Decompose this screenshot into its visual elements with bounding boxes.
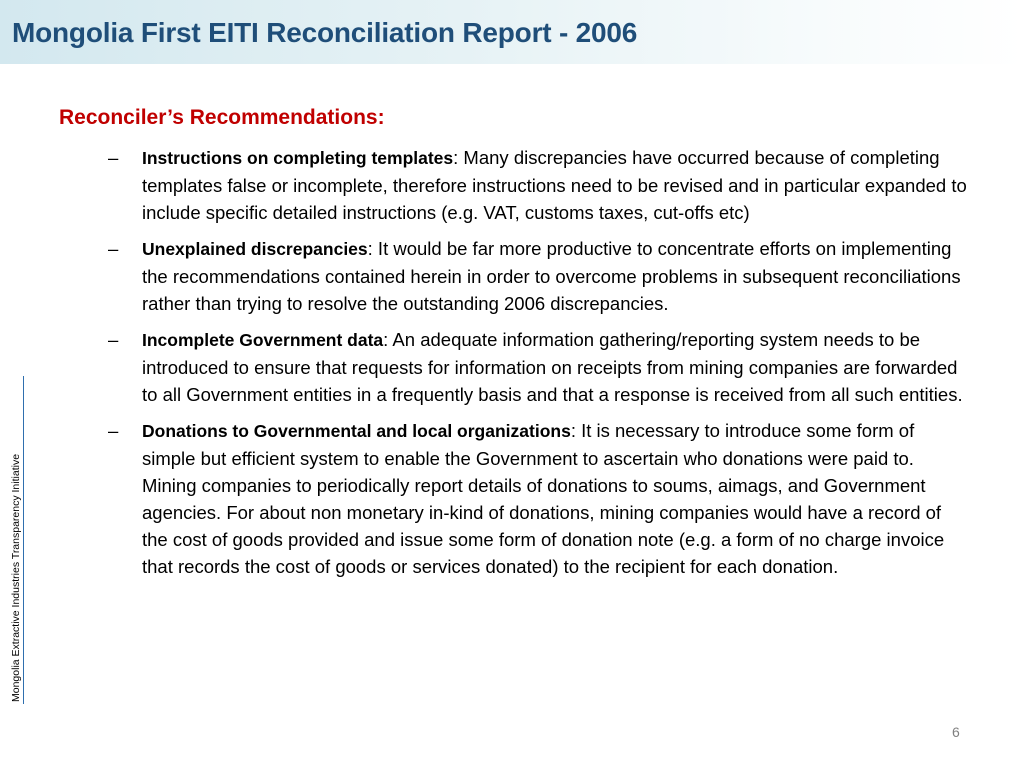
sidebar-label: Mongolia Extractive Industries Transparency Initiative [10, 453, 22, 702]
recommendation-text: : It would be far more productive to concentrate efforts on implementing the recommendations contained herein in order to overcome problems in subsequent reconciliations rather than trying to resolve the outstanding 2006 discrepancies. [142, 238, 961, 314]
dash-bullet-icon: – [108, 238, 119, 259]
recommendation-text: : An adequate information gathering/reporting system needs to be introduced to ensure that requests for information on receipts from mining companies are forwarded to all Government entities in a frequently basis and that a response is received from all such entities. [142, 329, 963, 405]
dash-bullet-icon: – [108, 329, 119, 350]
recommendation-item [108, 235, 968, 317]
title-bar [0, 0, 1024, 64]
recommendation-title: Donations to Governmental and local organizations [142, 421, 571, 441]
recommendation-item [108, 144, 968, 226]
recommendation-title: Unexplained discrepancies [142, 239, 368, 259]
dash-bullet-icon: – [108, 420, 119, 441]
page-number: 6 [952, 724, 960, 740]
recommendation-item [108, 326, 968, 408]
recommendation-title: Incomplete Government data [142, 330, 384, 350]
sidebar-divider [23, 376, 24, 704]
section-heading: Reconciler’s Recommendations: [59, 106, 385, 129]
recommendation-text: : It is necessary to introduce some form of simple but efficient system to enable the Government to ascertain who donations were paid to. Mining companies to periodically report details of donations to soums, aimags, and Government agencies. For about non monetary in-kind of donations, mining companies would have a record of the cost of goods provided and issue some form of donation note (e.g. a form of no charge invoice that records the cost of goods or services donated) to the recipient for each donation. [142, 420, 945, 577]
recommendation-text: : Many discrepancies have occurred because of completing templates false or incomplete, therefore instructions need to be revised and in particular expanded to include specific detailed instructions (e.g. VAT, customs taxes, cut-offs etc) [142, 147, 967, 223]
recommendation-title: Instructions on completing templates [142, 148, 454, 168]
dash-bullet-icon: – [108, 147, 119, 168]
recommendation-item [108, 417, 968, 580]
slide-title: Mongolia First EITI Reconciliation Report - 2006 [12, 17, 638, 48]
recommendations-list [108, 144, 968, 589]
